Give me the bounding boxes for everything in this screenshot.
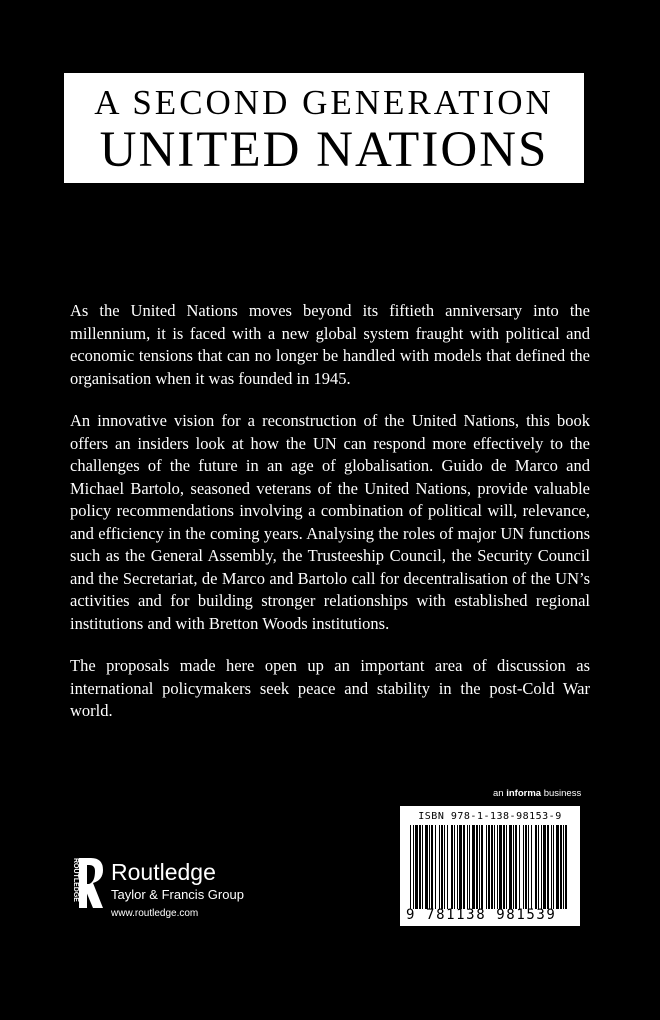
publisher-block: [111, 858, 244, 922]
informa-suffix: business: [543, 788, 582, 799]
informa-prefix: an: [493, 788, 504, 799]
barcode-digits: 9 781138 981539: [406, 907, 557, 923]
blurb-paragraph-1: As the United Nations moves beyond its fiftieth anniversary into the millennium, it is faced with a new global system fraught with political and economic tensions that can no longer be handled with models that defined the organisation when it was founded in 1945.: [70, 301, 590, 388]
blurb: [70, 300, 590, 743]
publisher-group: Taylor & Francis Group: [111, 887, 244, 902]
blurb-paragraph-3: The proposals made here open up an important area of discussion as international policymakers seek peace and stability in the post-Cold War world.: [70, 656, 590, 720]
title-box: [64, 73, 584, 183]
routledge-logo-icon: [65, 856, 105, 912]
title-line-1: A SECOND GENERATION: [94, 83, 554, 122]
publisher-name: Routledge: [111, 859, 216, 885]
informa-tagline: [493, 788, 581, 799]
publisher-url: www.routledge.com: [111, 908, 199, 919]
routledge-vertical-text: ROUTLEDGE: [72, 858, 79, 902]
informa-brand: informa: [506, 788, 542, 799]
blurb-paragraph-2: An innovative vision for a reconstruction of the United Nations, this book offers an insiders look at how the UN can respond more effectively to the challenges of the future in an age of globalisation. Guido de Marco and Michael Bartolo, seasoned veterans of the United Nations, provide valuable policy recommendations involving a combination of political will, relevance, and efficiency in the coming years. Analysing the roles of major UN functions such as the General Assembly, the Trusteeship Council, the Security Council and the Secretariat, de Marco and Bartolo call for decentralisation of the UN’s activities and for building stronger relationships with established regional institutions and with Bretton Woods institutions.: [70, 411, 590, 633]
isbn-label: ISBN 978-1-138-98153-9: [418, 811, 562, 822]
barcode-bars: [406, 825, 574, 909]
title-line-2: UNITED NATIONS: [99, 122, 549, 178]
barcode: [400, 806, 580, 926]
